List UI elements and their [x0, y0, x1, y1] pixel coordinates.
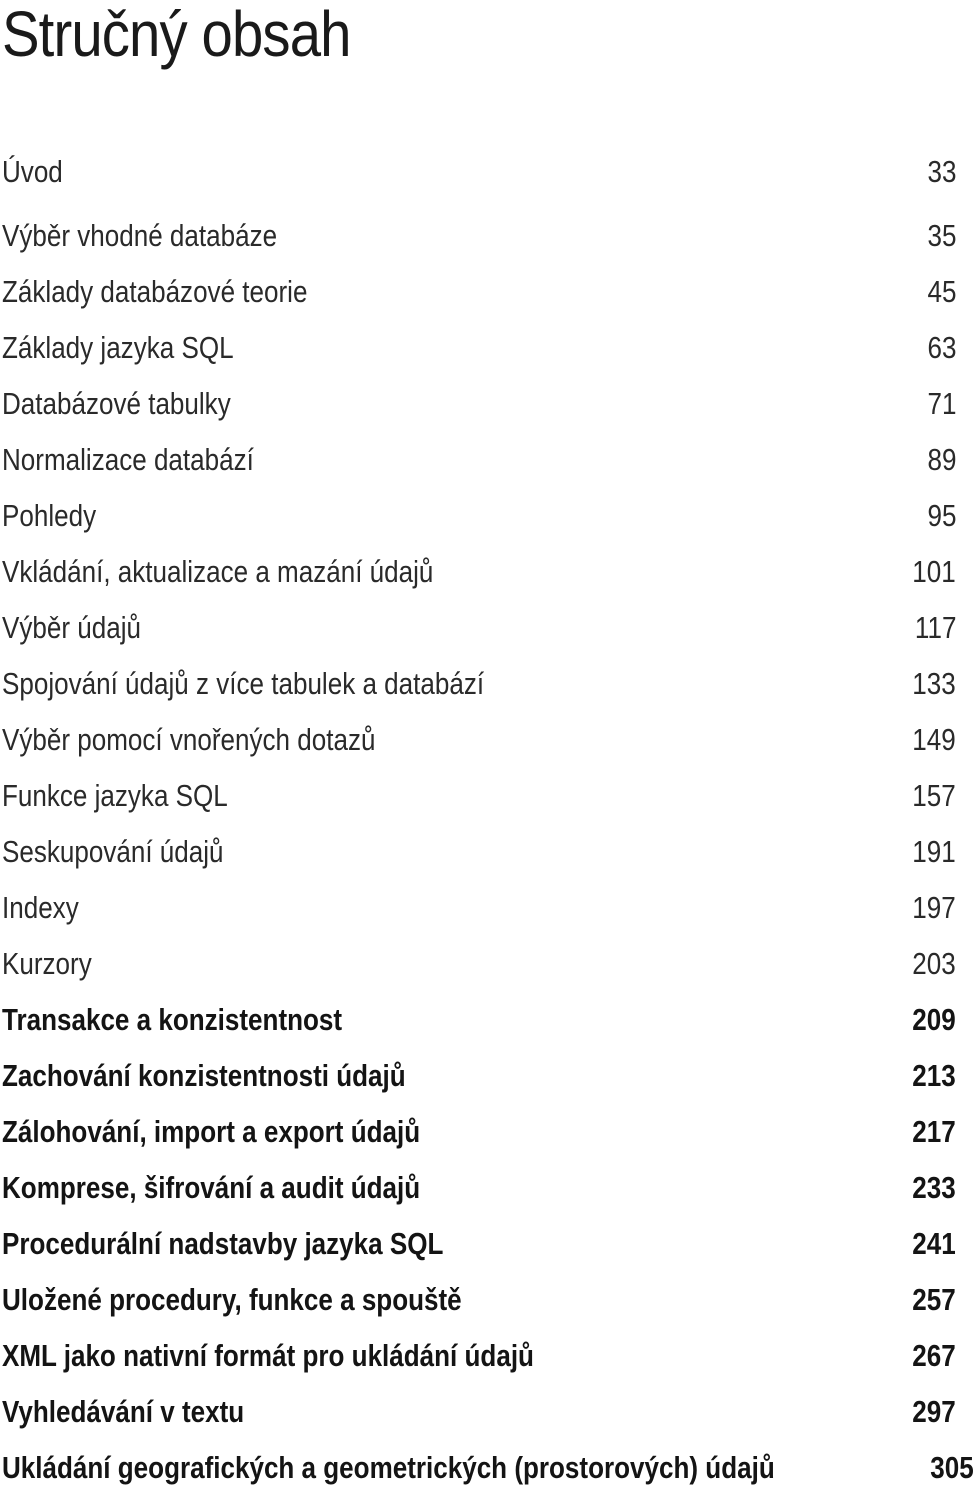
toc-entry-label: Pohledy — [2, 498, 97, 533]
toc-entry-label: Výběr pomocí vnořených dotazů — [2, 722, 376, 757]
toc-entry-page: 197 — [912, 890, 956, 925]
toc-entry — [2, 664, 956, 704]
toc-entry-page: 45 — [927, 274, 956, 309]
toc-entry-label: Vyhledávání v textu — [2, 1394, 245, 1429]
toc-entry-page: 233 — [912, 1170, 956, 1205]
toc-entry — [2, 1336, 956, 1376]
toc-entry-label: Kurzory — [2, 946, 92, 981]
toc-entry-label: Úvod — [2, 154, 63, 189]
toc-entry-page: 149 — [912, 722, 956, 757]
toc-entry-label: Výběr vhodné databáze — [2, 218, 278, 253]
toc-entry — [2, 440, 956, 480]
toc-entry — [2, 1392, 956, 1432]
toc-entry-page: 157 — [912, 778, 956, 813]
toc-entry — [2, 608, 956, 648]
toc-entry-label: Procedurální nadstavby jazyka SQL — [2, 1226, 444, 1261]
toc-entry-label: Ukládání geografických a geometrických (prostorových) údajů — [2, 1450, 775, 1485]
toc-entry — [2, 776, 956, 816]
toc-entry-page: 191 — [912, 834, 956, 869]
toc-entry-label: Seskupování údajů — [2, 834, 224, 869]
toc-entry — [2, 1000, 956, 1040]
toc-entry-page: 213 — [912, 1058, 956, 1093]
toc-entry-label: Vkládání, aktualizace a mazání údajů — [2, 554, 434, 589]
toc-entry-page: 35 — [927, 218, 956, 253]
toc-entry — [2, 1168, 956, 1208]
toc-entry-label: Zachování konzistentnosti údajů — [2, 1058, 406, 1093]
toc-entry — [2, 552, 956, 592]
toc-entry-label: Základy databázové teorie — [2, 274, 308, 309]
toc-entry-label: Zálohování, import a export údajů — [2, 1114, 421, 1149]
toc-entry — [2, 272, 956, 312]
toc-entry-page: 267 — [912, 1338, 956, 1373]
toc-entry-label: Transakce a konzistentnost — [2, 1002, 343, 1037]
toc-entry-page: 209 — [912, 1002, 956, 1037]
toc-entry — [2, 832, 956, 872]
toc-entry-page: 117 — [914, 610, 956, 645]
toc-entry-page: 63 — [927, 330, 956, 365]
toc-entry-label: Základy jazyka SQL — [2, 330, 234, 365]
toc-entry-page: 95 — [927, 498, 956, 533]
toc-entry-page: 133 — [912, 666, 956, 701]
toc-entry — [2, 1056, 956, 1096]
toc-entry-page: 33 — [927, 154, 956, 189]
toc-entry — [2, 496, 956, 536]
toc-entry-label: Komprese, šifrování a audit údajů — [2, 1170, 421, 1205]
toc-entry-page: 257 — [912, 1282, 956, 1317]
toc-entry — [2, 1448, 974, 1488]
toc-entry — [2, 944, 956, 984]
toc-entry-page: 101 — [912, 554, 956, 589]
toc-entry-label: Uložené procedury, funkce a spouště — [2, 1282, 462, 1317]
toc-entry-label: Funkce jazyka SQL — [2, 778, 228, 813]
toc-entry — [2, 1280, 956, 1320]
toc-entry — [2, 152, 956, 192]
toc-entry-label: Databázové tabulky — [2, 386, 231, 421]
toc-entry-page: 217 — [912, 1114, 956, 1149]
toc-entry-page: 71 — [927, 386, 956, 421]
toc-entry — [2, 328, 956, 368]
toc-entry-page: 241 — [912, 1226, 956, 1261]
toc-entry — [2, 384, 956, 424]
toc-entry-label: Výběr údajů — [2, 610, 141, 645]
toc-entry — [2, 888, 956, 928]
toc-entry-page: 89 — [927, 442, 956, 477]
toc-entry — [2, 1224, 956, 1264]
toc-entry-label: Indexy — [2, 890, 79, 925]
toc-entry-label: XML jako nativní formát pro ukládání údajů — [2, 1338, 534, 1373]
toc-entry — [2, 1112, 956, 1152]
toc-entry-label: Normalizace databází — [2, 442, 254, 477]
toc-entry — [2, 720, 956, 760]
toc-entry-page: 305 — [930, 1450, 974, 1485]
toc-entry-page: 297 — [912, 1394, 956, 1429]
toc-entry-page: 203 — [912, 946, 956, 981]
toc-entry-label: Spojování údajů z více tabulek a databází — [2, 666, 485, 701]
page-title: Stručný obsah — [2, 0, 351, 70]
toc-entry — [2, 216, 956, 256]
